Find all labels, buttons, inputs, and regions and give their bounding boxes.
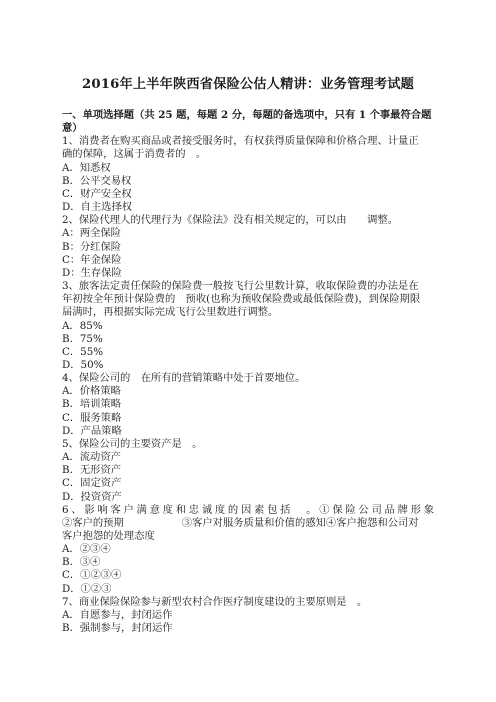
question-2-option-c: C：年金保险 [62,253,122,266]
question-1-stem: 1、消费者在购买商品或者接受服务时，有权获得质量保障和价格合理、计量正 [62,135,419,148]
question-6-stem: 6、影响客户满意度和忠诚度的因素包括 。①保险公司品牌形象 [62,503,434,516]
question-3-stem-end: 届满时，再根据实际完成飞行公里数进行调整。 [62,306,279,319]
question-3-option-a: A．85% [62,319,103,332]
section-heading-cont: 意） [62,122,83,135]
question-5-option-b: B．无形资产 [62,464,122,477]
question-1-option-d: D．自主选择权 [62,201,133,214]
question-5-option-a: A．流动资产 [62,451,121,464]
question-6-option-a: A．②③④ [62,543,111,556]
question-2-option-b: B：分红保险 [62,240,122,253]
question-2-stem: 2、保险代理人的代理行为《保险法》没有相关规定的，可以由 调整。 [62,214,399,227]
question-7-option-b: B．强制参与，封闭运作 [62,622,173,635]
document-title: 2016年上半年陕西省保险公估人精讲：业务管理考试题 [81,77,415,92]
question-3-stem: 3、旅客法定责任保险的保险费一般按飞行公里数计算，收取保险费的办法是在 [62,280,419,293]
question-4-option-a: A．价格策略 [62,385,121,398]
question-3-option-b: B．75% [62,332,103,345]
question-1-option-b: B．公平交易权 [62,174,132,187]
question-6-option-b: B．③④ [62,556,101,569]
question-3-option-c: C．55% [62,345,104,358]
question-6-stem-part-b: ③客户对服务质量和价值的感知④客户抱怨和公司对 [181,516,419,529]
question-2-option-a: A：两全保险 [62,227,121,240]
question-6-stem-cont [62,517,434,530]
section-heading: 一、单项选择题（共 25 题，每题 2 分，每题的备选项中，只有 1 个事最符合题 [62,109,432,121]
question-7-stem: 7、商业保险保险参与新型农村合作医疗制度建设的主要原则是 。 [62,595,368,608]
question-6-stem-part-a: ②客户的预期 [62,516,124,529]
question-7-option-a: A．自愿参与，封闭运作 [62,608,173,621]
question-1-option-c: C．财产安全权 [62,187,132,200]
question-6-stem-end: 客户抱怨的处理态度 [62,530,155,542]
question-6-option-d: D．①②③ [62,582,112,595]
question-5-option-d: D．投资资产 [62,490,122,503]
question-4-stem: 4、保险公司的 在所有的营销策略中处于首要地位。 [62,372,306,385]
question-6-option-c: C．①②③④ [62,569,122,582]
question-5-stem: 5、保险公司的主要资产是 。 [62,437,203,450]
document-body [62,109,434,635]
question-3-option-d: D．50% [62,358,104,371]
question-2-option-d: D：生存保险 [62,266,122,279]
question-1-option-a: A．知悉权 [62,161,111,174]
question-3-stem-cont: 年初按全年预计保险费的 预收(也称为预收保险费或最低保险费)，到保险期限 [62,293,421,306]
question-5-option-c: C．固定资产 [62,477,122,490]
question-4-option-c: C．服务策略 [62,411,122,424]
question-4-option-b: B．培训策略 [62,398,122,411]
question-4-option-d: D．产品策略 [62,424,122,437]
question-1-stem-cont: 确的保障，这属于消费者的 。 [62,148,207,161]
